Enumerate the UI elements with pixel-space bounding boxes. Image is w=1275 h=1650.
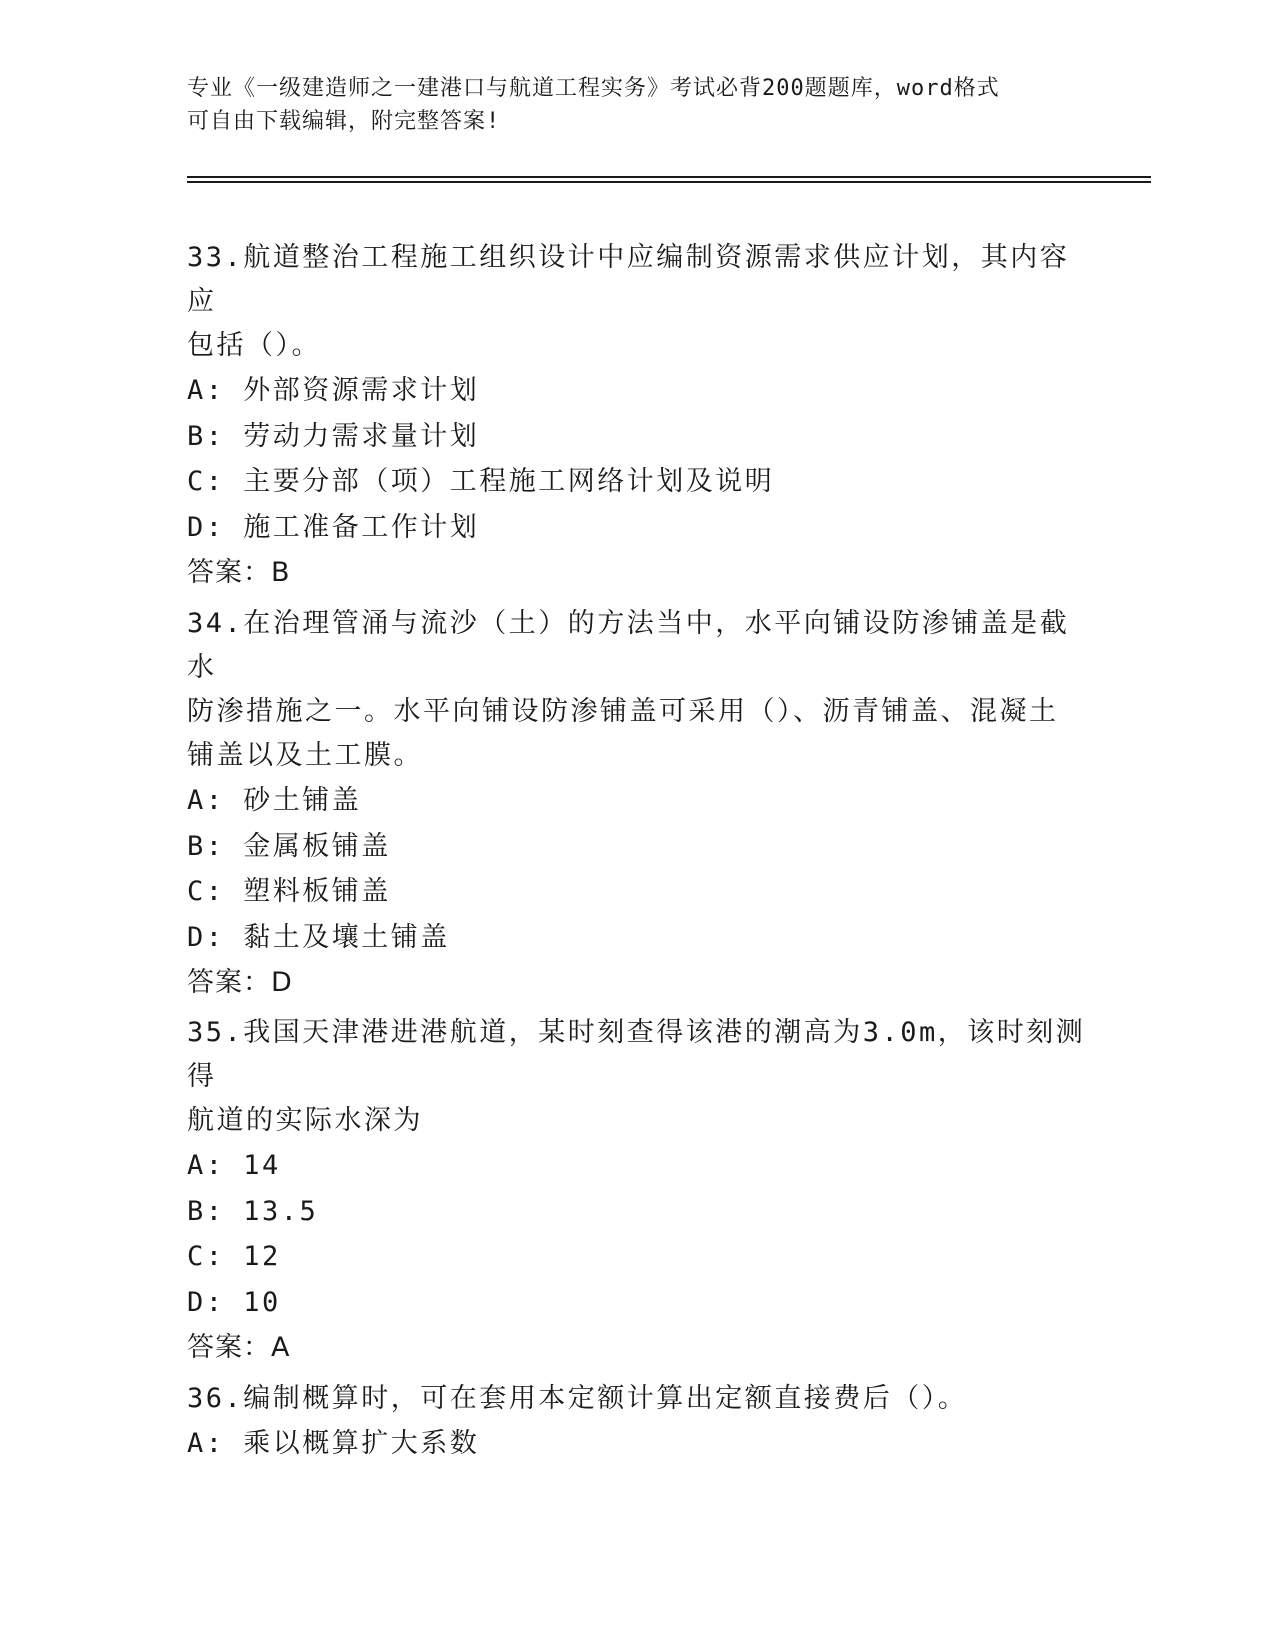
header-line-1: 专业《一级建造师之一建港口与航道工程实务》考试必背200题题库，word格式 (187, 76, 1000, 101)
option-c: C: 塑料板铺盖 (187, 876, 391, 907)
question-stem: 铺盖以及土工膜。 (187, 740, 423, 771)
answer: 答案：B (187, 557, 291, 588)
question-stem: 防渗措施之一。水平向铺设防渗铺盖可采用（）、沥青铺盖、混凝土 (187, 696, 1059, 727)
option-a: A: 14 (187, 1150, 281, 1181)
header-divider-bottom (187, 181, 1151, 183)
option-b: B: 劳动力需求量计划 (187, 420, 480, 452)
question-stem: 36.编制概算时，可在套用本定额计算出定额直接费后（）。 (187, 1383, 968, 1414)
option-d: D: 黏土及壤土铺盖 (187, 921, 450, 953)
question-stem: 包括（）。 (187, 330, 321, 361)
question-33 (187, 236, 1087, 596)
option-a: A: 外部资源需求计划 (187, 375, 480, 406)
option-c: C: 主要分部（项）工程施工网络计划及说明 (187, 466, 775, 497)
header-divider-top (187, 176, 1151, 178)
question-34 (187, 602, 1087, 1006)
question-36 (187, 1377, 1087, 1467)
question-stem: 33.航道整治工程施工组织设计中应编制资源需求供应计划，其内容应 (187, 242, 1070, 317)
option-a: A: 砂土铺盖 (187, 785, 362, 816)
answer: 答案：A (187, 1332, 291, 1363)
option-b: B: 金属板铺盖 (187, 830, 391, 862)
answer: 答案：D (187, 967, 293, 998)
question-35 (187, 1011, 1087, 1371)
question-stem: 35.我国天津港进港航道，某时刻查得该港的潮高为3.0m，该时刻测得 (187, 1017, 1086, 1092)
option-b: B: 13.5 (187, 1195, 319, 1227)
option-c: C: 12 (187, 1241, 281, 1272)
option-d: D: 施工准备工作计划 (187, 511, 480, 543)
header-line-2: 可自由下载编辑，附完整答案! (187, 109, 501, 134)
document-header (187, 72, 1087, 138)
option-a: A: 乘以概算扩大系数 (187, 1428, 480, 1459)
question-stem: 34.在治理管涌与流沙（土）的方法当中，水平向铺设防渗铺盖是截水 (187, 608, 1070, 683)
option-d: D: 10 (187, 1286, 281, 1318)
question-stem: 航道的实际水深为 (187, 1105, 423, 1136)
